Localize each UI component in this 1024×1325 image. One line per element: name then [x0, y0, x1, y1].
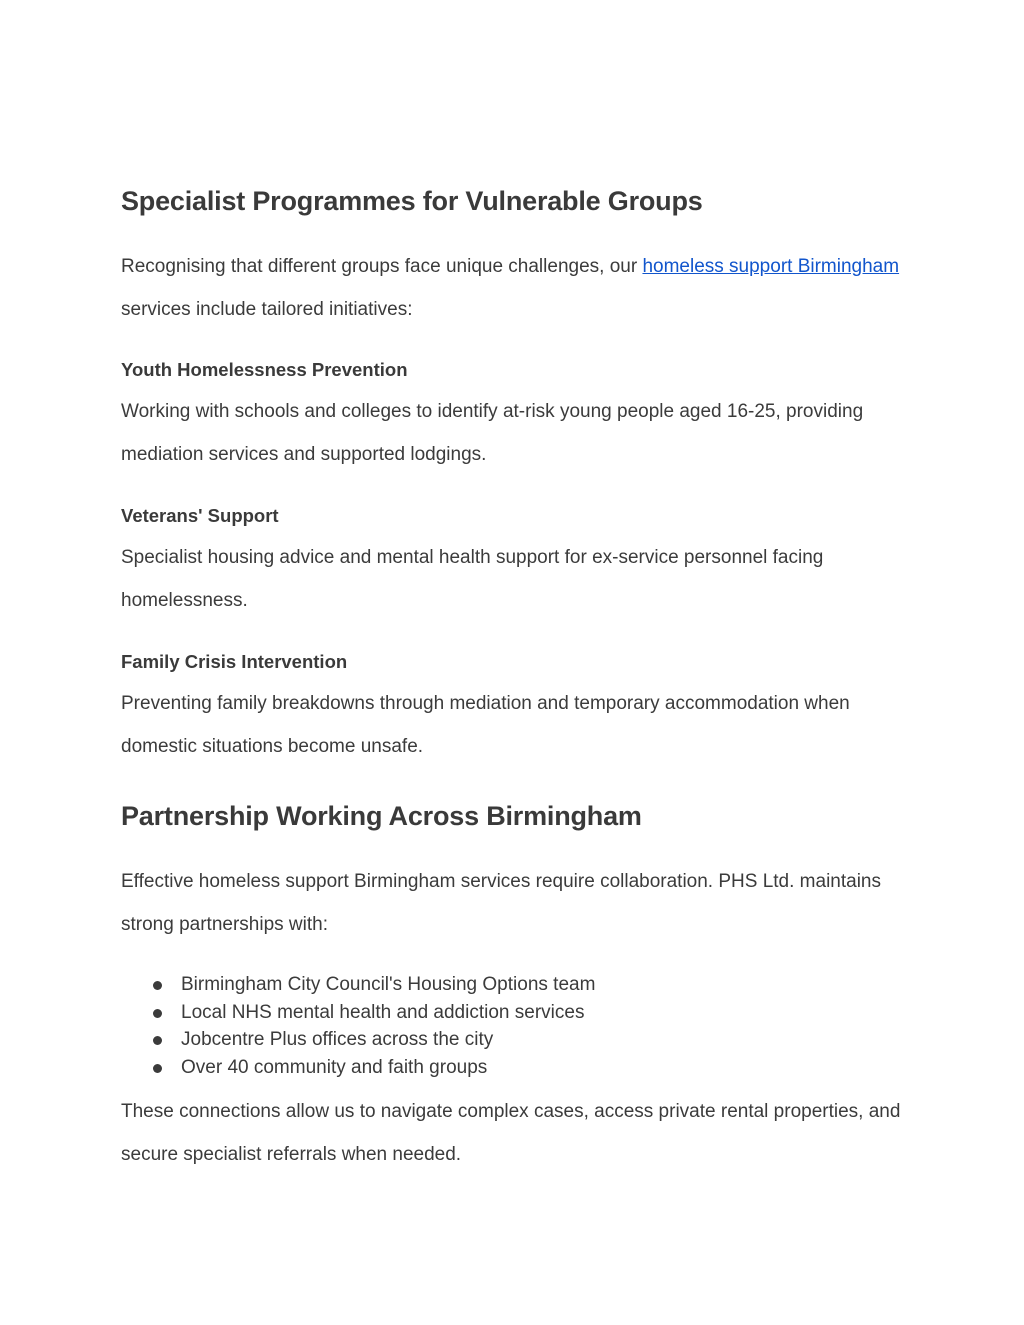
- programme-text-family: Preventing family breakdowns through mediation and temporary accommodation when domestic situations become unsafe.: [121, 693, 850, 757]
- list-item: [121, 1026, 595, 1054]
- section-heading-specialist-programmes: Specialist Programmes for Vulnerable Groups: [121, 186, 703, 216]
- closing-paragraph: These connections allow us to navigate complex cases, access private rental properties, and secure specialist referrals when needed.: [121, 1101, 901, 1165]
- partner-label: Over 40 community and faith groups: [181, 1057, 488, 1079]
- partner-label: Jobcentre Plus offices across the city: [181, 1029, 494, 1051]
- partnership-intro-paragraph: Effective homeless support Birmingham services require collaboration. PHS Ltd. maintains strong partnerships with:: [121, 871, 881, 935]
- list-item: [121, 999, 595, 1027]
- bullet-icon: [153, 1064, 162, 1073]
- intro-paragraph: [121, 245, 911, 331]
- partners-list: [121, 971, 595, 1082]
- bullet-icon: [153, 981, 162, 990]
- list-item: [121, 1054, 595, 1082]
- programme-title-youth: Youth Homelessness Prevention: [121, 359, 408, 380]
- partner-label: Birmingham City Council's Housing Options team: [181, 974, 596, 995]
- programme-title-family: Family Crisis Intervention: [121, 651, 348, 672]
- intro-text-after-link: services include tailored initiatives:: [121, 299, 413, 320]
- partner-label: Local NHS mental health and addiction services: [181, 1001, 585, 1023]
- programme-text-veterans: Specialist housing advice and mental health support for ex-service personnel facing homelessness.: [121, 547, 824, 611]
- intro-text-before-link: Recognising that different groups face unique challenges, our: [121, 256, 643, 277]
- bullet-icon: [153, 1009, 162, 1018]
- homeless-support-birmingham-link[interactable]: homeless support Birmingham: [642, 256, 900, 277]
- list-item: [121, 971, 595, 999]
- programme-text-youth: Working with schools and colleges to identify at-risk young people aged 16-25, providing mediation services and supported lodgings.: [121, 401, 864, 465]
- programme-title-veterans: Veterans' Support: [121, 505, 279, 526]
- section-heading-partnership: Partnership Working Across Birmingham: [121, 801, 642, 831]
- bullet-icon: [153, 1036, 162, 1045]
